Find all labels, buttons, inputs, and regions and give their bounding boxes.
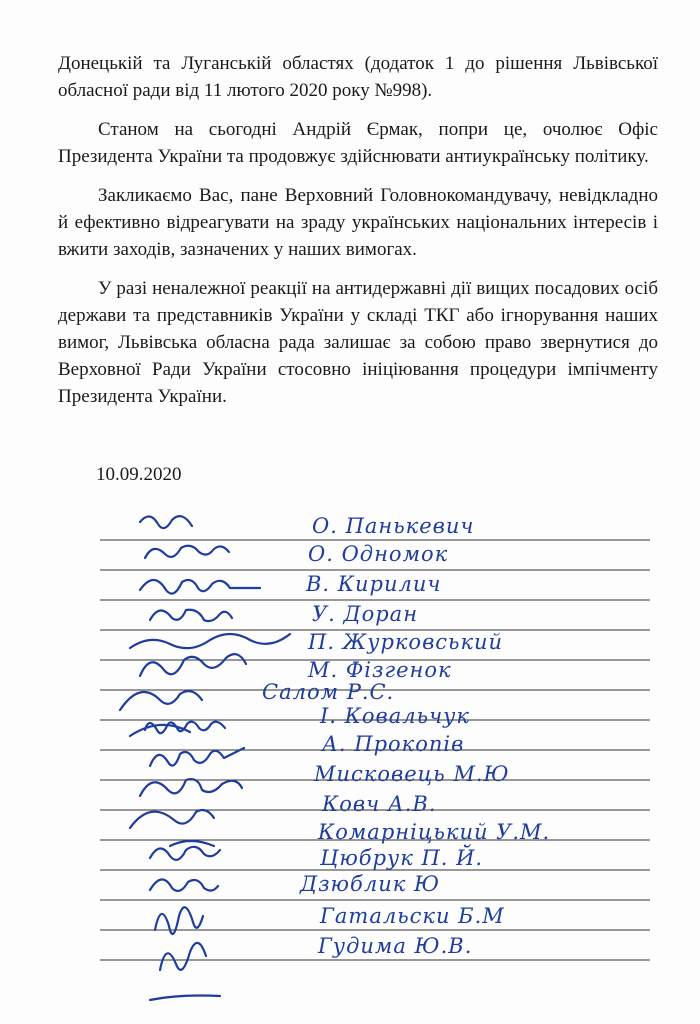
signatory-name: О. Одномок [308,542,449,566]
signatory-name: В. Кирилич [306,572,442,596]
signatory-name: Салом Р.С. [262,680,395,704]
signatory-name: П. Журковський [308,630,504,654]
signatory-name: Ковч А.В. [322,792,437,816]
signatory-name: Гудима Ю.В. [318,934,473,958]
signature-block [0,500,700,1024]
document-body [58,50,658,422]
signatory-name: О. Панькевич [312,514,475,538]
paragraph-3: Закликаємо Вас, пане Верховний Головнокомандувачу, невідкладно й ефективно відреагувати на зраду українських національних інтересів і вжити заходів, зазначених у наших вимогах. [58,185,658,260]
signatory-name: Комарніцький У.М. [318,820,551,844]
signatory-name: Цюбрук П. Й. [320,846,484,870]
signatory-name: Гатальски Б.М [320,904,505,928]
paragraph-4: У разі неналежної реакції на антидержавні дії вищих посадових осіб держави та представників України у складі ТКГ або ігнорування наших вимог, Львівська обласна рада залишає за собою право звернутися до Верховної Ради України стосовно ініціювання процедури імпічменту Президента України. [58,278,658,407]
paragraph-2: Станом на сьогодні Андрій Єрмак, попри це, очолює Офіс Президента України та продовжує здійснювати антиукраїнську політику. [58,119,658,167]
signatory-name: І. Ковальчук [320,704,470,728]
signatory-name: Дзюблик Ю [300,872,441,896]
document-date: 10.09.2020 [96,464,182,485]
signatory-name: Мисковець М.Ю [314,762,510,786]
signatory-name: А. Прокопів [322,732,465,756]
paragraph-1: Донецькій та Луганській областях (додаток 1 до рішення Львівської обласної ради від 11 лютого 2020 року №998). [58,53,658,101]
signatory-name: М. Фізгенок [308,658,452,682]
signatory-name: У. Доран [312,602,419,626]
